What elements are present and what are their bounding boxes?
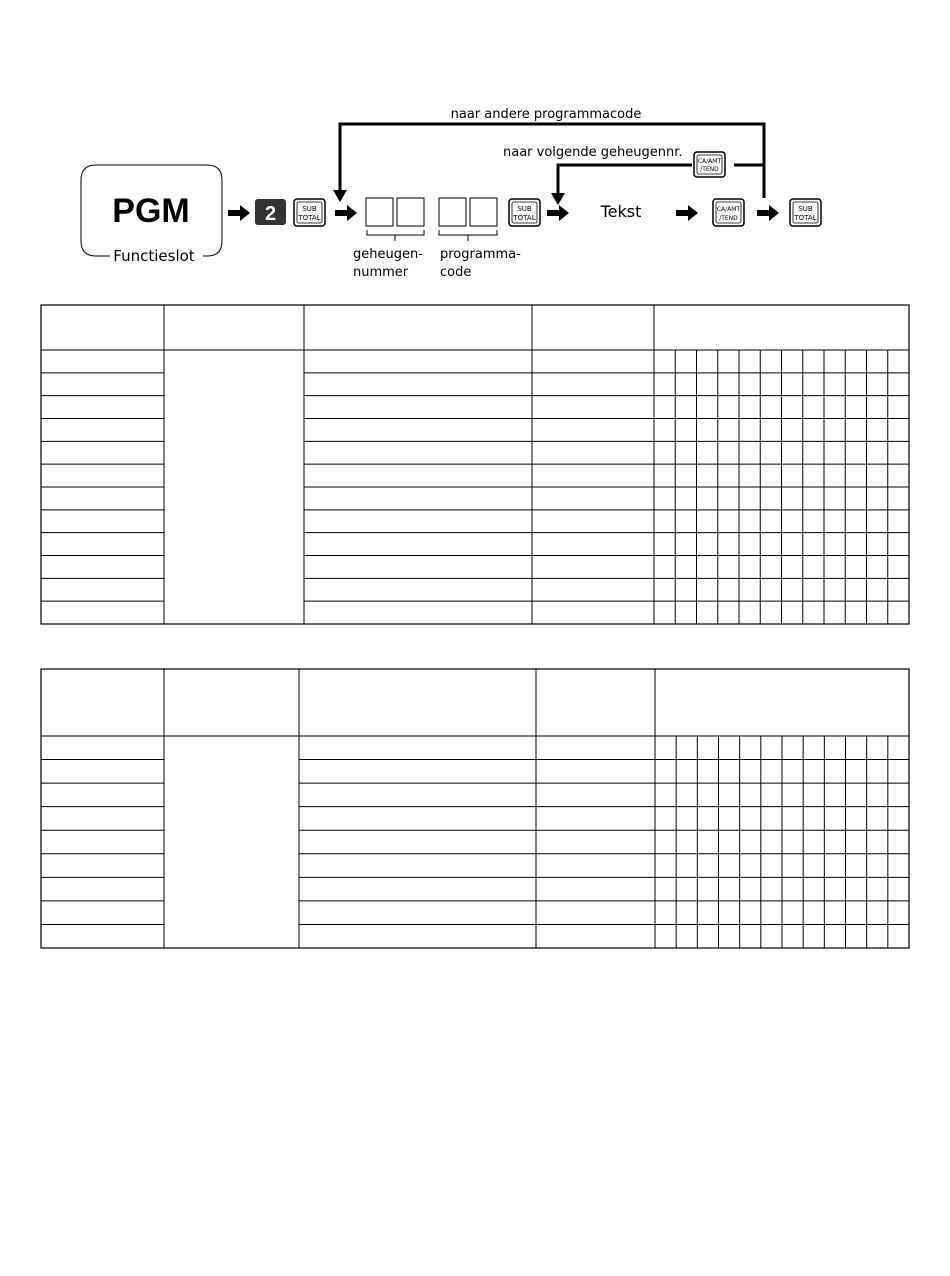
caamt-key-loop [694,152,725,177]
flow-arrow-4 [676,205,698,221]
svg-text:/TEND: /TEND [700,166,719,173]
flow-arrow-3 [547,205,569,221]
memory-number-label-1: geheugen- [353,247,423,262]
flow-arrow-1 [228,205,250,221]
table-frame [41,669,909,948]
program-code-boxes [439,198,497,226]
svg-text:/TEND: /TEND [719,215,738,222]
text-label: Tekst [600,202,642,221]
svg-text:SUB: SUB [302,205,317,213]
program-code-label-1: programma- [440,247,521,262]
svg-text:TOTAL: TOTAL [298,214,321,222]
flow-arrow-2 [335,205,357,221]
brackets [367,230,497,241]
program-table-1 [41,305,909,624]
key-2 [255,199,286,225]
loop-inner-arrowhead [551,193,565,205]
loop-outer-label: naar andere programmacode [450,107,642,122]
caamt-key [713,199,744,226]
subtotal-key-3 [790,199,821,226]
svg-text:TOTAL: TOTAL [513,214,536,222]
loop-inner-label: naar volgende geheugennr. [503,145,683,160]
svg-text:CA/AMT: CA/AMT [697,158,722,165]
subtotal-key-1 [294,199,325,226]
svg-text:2: 2 [264,203,277,225]
flow-arrow-5 [757,205,779,221]
svg-text:SUB: SUB [517,205,532,213]
functieslot-label: Functieslot [113,247,195,265]
subtotal-key-2 [509,199,540,226]
memory-number-label-2: nummer [353,265,409,280]
svg-text:CA/AMT: CA/AMT [716,206,741,213]
program-table-2 [41,669,909,948]
memory-number-boxes [366,198,424,226]
program-code-label-2: code [440,265,472,280]
loop-outer-arrowhead [333,190,347,202]
svg-text:SUB: SUB [798,205,813,213]
pgm-mode-switch [81,165,222,265]
svg-text:TOTAL: TOTAL [794,214,817,222]
pgm-label: PGM [112,192,190,230]
